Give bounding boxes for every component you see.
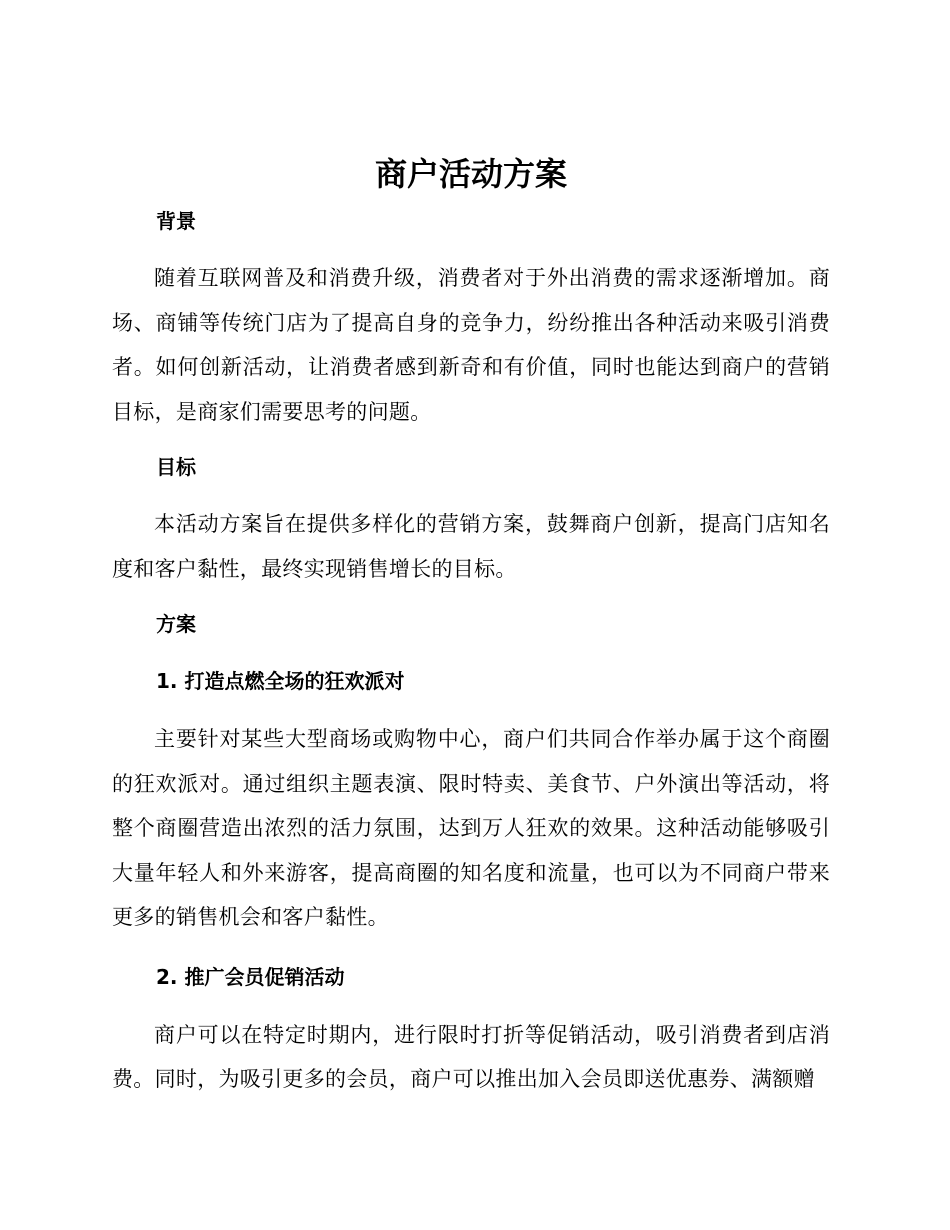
section-heading-background: 背景 bbox=[156, 209, 196, 233]
paragraph-background: 随着互联网普及和消费升级，消费者对于外出消费的需求逐渐增加。商场、商铺等传统门店为了提高自身的竞争力，纷纷推出各种活动来吸引消费者。如何创新活动，让消费者感到新奇和有价值，同时也能达到商户的营销目标，是商家们需要思考的问题。 bbox=[112, 266, 830, 424]
plan-item-paragraph-1: 主要针对某些大型商场或购物中心，商户们共同合作举办属于这个商圈的狂欢派对。通过组织主题表演、限时特卖、美食节、户外演出等活动，将整个商圈营造出浓烈的活力氛围，达到万人狂欢的效果。这种活动能够吸引大量年轻人和外来游客，提高商圈的知名度和流量，也可以为不同商户带来更多的销售机会和客户黏性。 bbox=[112, 727, 830, 929]
plan-item-heading-1: 1. 打造点燃全场的狂欢派对 bbox=[156, 669, 405, 693]
plan-item-paragraph-2: 商户可以在特定时期内，进行限时打折等促销活动，吸引消费者到店消费。同时，为吸引更多的会员，商户可以推出加入会员即送优惠券、满额赠 bbox=[112, 1022, 830, 1091]
document-page bbox=[112, 150, 830, 1102]
section-heading-plan: 方案 bbox=[156, 612, 196, 636]
paragraph-goal: 本活动方案旨在提供多样化的营销方案，鼓舞商户创新，提高门店知名度和客户黏性，最终实现销售增长的目标。 bbox=[112, 512, 830, 581]
document-title: 商户活动方案 bbox=[374, 155, 567, 193]
section-heading-goal: 目标 bbox=[156, 455, 196, 479]
plan-item-heading-2: 2. 推广会员促销活动 bbox=[156, 964, 345, 989]
